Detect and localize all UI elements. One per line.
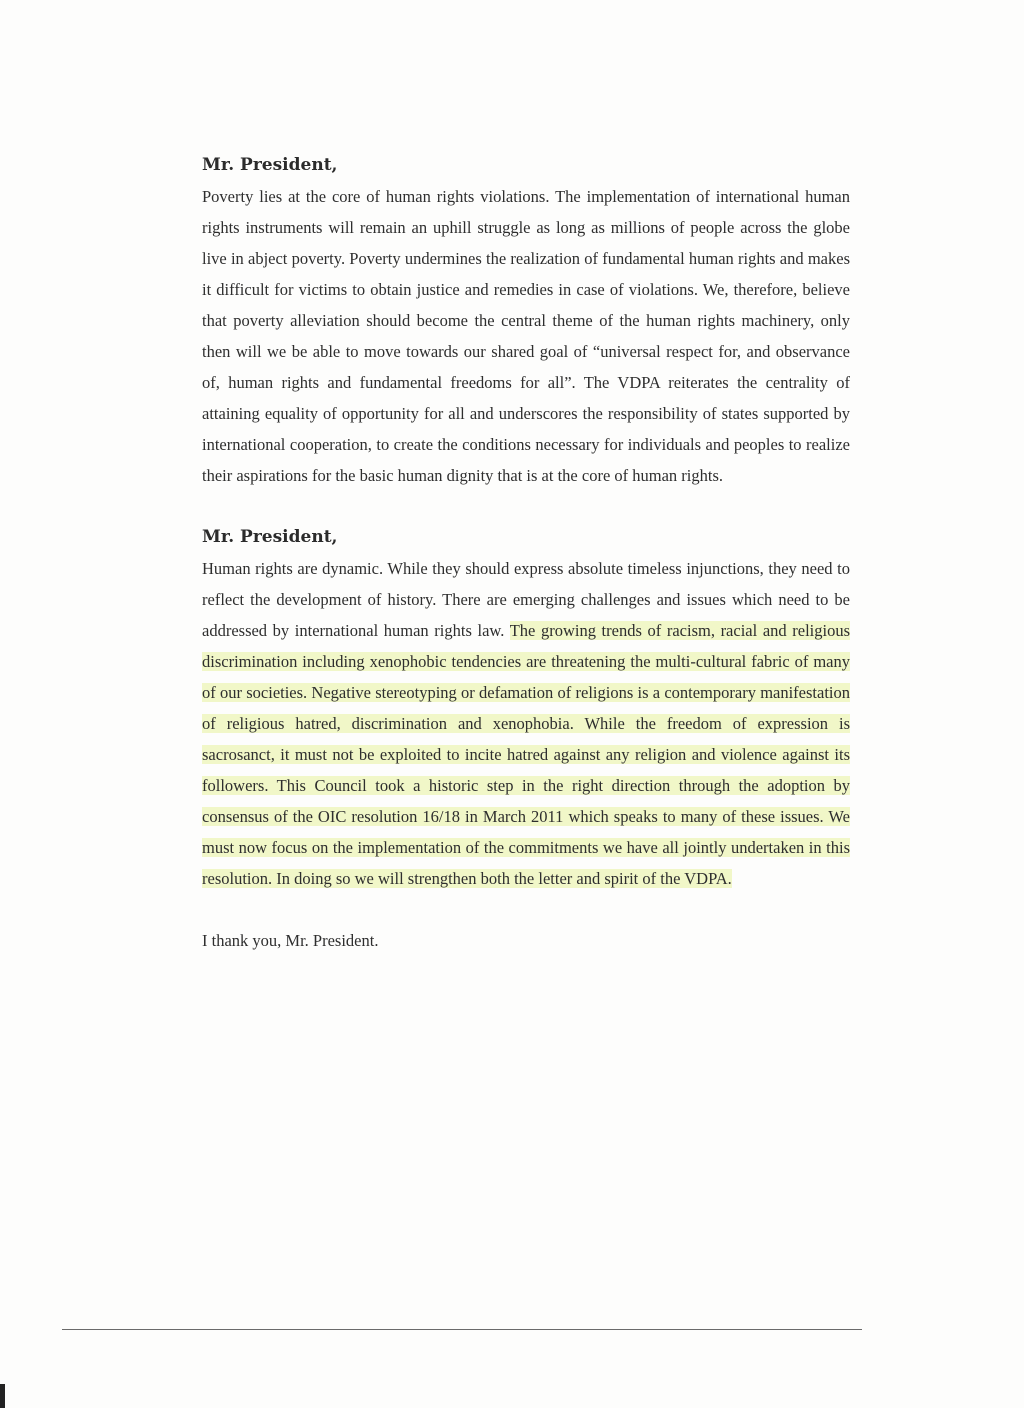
paragraph-poverty: Poverty lies at the core of human rights violations. The implementation of international human rights instruments will remain an uphill struggle as long as millions of people across the globe live in abject poverty. Poverty undermines the realization of fundamental human rights and makes it difficult for victims to obtain justice and remedies in case of violations. We, therefore, believe that poverty alleviation should become the central theme of the human rights machinery, only then will we be able to move towards our shared goal of “universal respect for, and observance of, human rights and fundamental freedoms for all”. The VDPA reiterates the centrality of attaining equality of opportunity for all and underscores the responsibility of states supported by international cooperation, to create the conditions necessary for individuals and peoples to realize their aspirations for the basic human dignity that is at the core of human rights. <box>202 187 850 485</box>
paragraph-plain-text: Human rights are dynamic. While they should express absolute timeless injunctions, they need to reflect the development of history. There are emerging challenges and issues which need to be addressed by international human rights law. <box>202 559 850 640</box>
section-human-rights-dynamic <box>202 522 850 894</box>
section-poverty <box>202 150 850 491</box>
scan-edge-mark <box>0 1384 5 1408</box>
salutation-1: Mr. President, <box>202 155 338 175</box>
highlighted-text: The growing trends of racism, racial and religious discrimination including xenophobic tendencies are threatening the multi-cultural fabric of many of our societies. Negative stereotyping or defamation of religions is a contemporary manifestation of religious hatred, discrimination and xenophobia. While the freedom of expression is sacrosanct, it must not be exploited to incite hatred against any religion and violence against its followers. This Council took a historic step in the right direction through the adoption by consensus of the OIC resolution 16/18 in March 2011 which speaks to many of these issues. We must now focus on the implementation of the commitments we have all jointly undertaken in this resolution. In doing so we will strengthen both the letter and spirit of the VDPA. <box>202 621 850 888</box>
bottom-divider <box>62 1329 862 1330</box>
closing-line: I thank you, Mr. President. <box>202 931 379 950</box>
paragraph-human-rights <box>202 553 850 894</box>
statement-body <box>202 150 850 956</box>
salutation-2: Mr. President, <box>202 527 338 547</box>
